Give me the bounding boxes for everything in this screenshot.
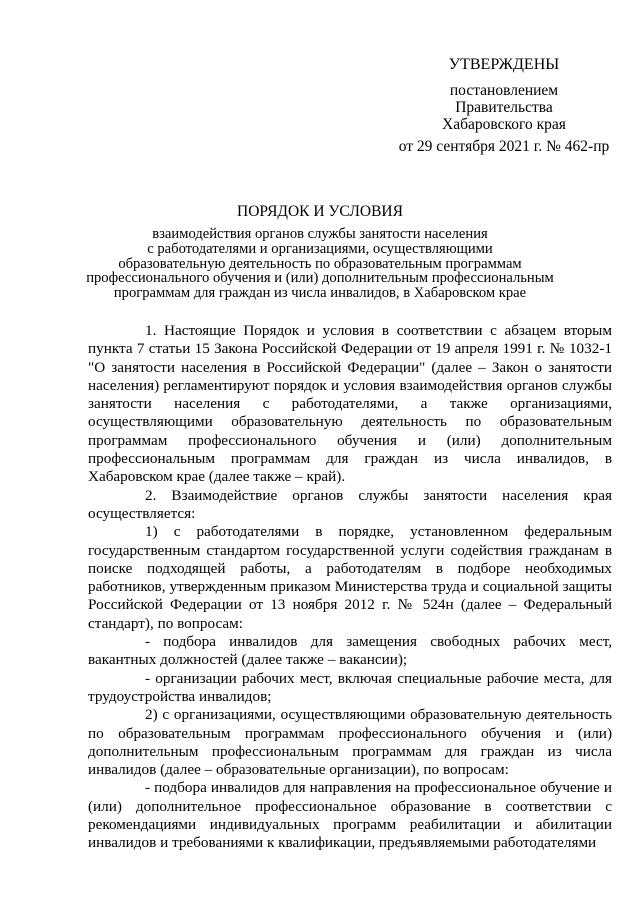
paragraph-2: 2. Взаимодействие органов службы занятости населения края осуществляется: <box>88 486 612 522</box>
paragraph-2-item-2: 2) с организациями, осуществляющими образовательную деятельность по образовательным программам профессионального обучения и (или) дополнительным профессиональным программам для граждан из числа инвалидов (далее – образовательные организации), по вопросам: <box>88 706 612 779</box>
subtitle-line: взаимодействия органов службы занятости населения <box>152 226 488 242</box>
paragraph-dash-item: - подбора инвалидов для замещения свободных рабочих мест, вакантных должностей (далее также – вакансии); <box>88 633 612 669</box>
subtitle-line: с работодателями и организациями, осуществляющими <box>147 240 493 257</box>
document-body <box>88 322 612 853</box>
approval-line-2: Правительства <box>455 99 553 116</box>
subtitle-line: программам для граждан из числа инвалидов, в Хабаровском крае <box>113 285 527 302</box>
approval-line-3: Хабаровского края <box>442 116 566 133</box>
paragraph-dash-item: - организации рабочих мест, включая специальные рабочие места, для трудоустройства инвалидов; <box>88 669 612 705</box>
paragraph-2-item-1: 1) с работодателями в порядке, установленном федеральным государственным стандартом государственной услуги содействия гражданам в поиске подходящей работы, а работодателям в подборе необходимых работников, утвержденным приказом Министерства труда и социальной защиты Российской Федерации от 13 ноября 2012 г. № 524н (далее – Федеральный стандарт), по вопросам: <box>88 523 612 632</box>
document-subtitle <box>80 227 560 301</box>
approval-date: от 29 сентября 2021 г. № 462-пр <box>398 138 610 155</box>
subtitle-line: образовательную деятельность по образовательным программам <box>118 255 522 272</box>
approval-line-1: постановлением <box>449 82 559 99</box>
paragraph-1: 1. Настоящие Порядок и условия в соответствии с абзацем вторым пункта 7 статьи 15 Закона Российской Федерации от 19 апреля 1991 г. № 1032-1 "О занятости населения в Российской Федерации" (далее – Закон о занятости населения) регламентируют порядок и условия взаимодействия органов службы занятости населения с работодателями, а также организациями, осуществляющими образовательную деятельность по образовательным программам профессионального обучения и (или) дополнительным профессиональным программам для граждан из числа инвалидов, в Хабаровском крае (далее также – край). <box>88 322 612 486</box>
document-title: ПОРЯДОК И УСЛОВИЯ <box>237 203 403 220</box>
paragraph-dash-item: - подбора инвалидов для направления на профессиональное обучение и (или) дополнительное профессиональное образование в соответствии с рекомендациями индивидуальных программ реабилитации и абилитации инвалидов и требованиями к квалификации, предъявляемыми работодателями <box>88 779 612 852</box>
approval-heading: УТВЕРЖДЕНЫ <box>448 56 560 73</box>
subtitle-line: профессионального обучения и (или) дополнительным профессиональным <box>86 270 554 287</box>
approval-stamp <box>392 56 616 155</box>
